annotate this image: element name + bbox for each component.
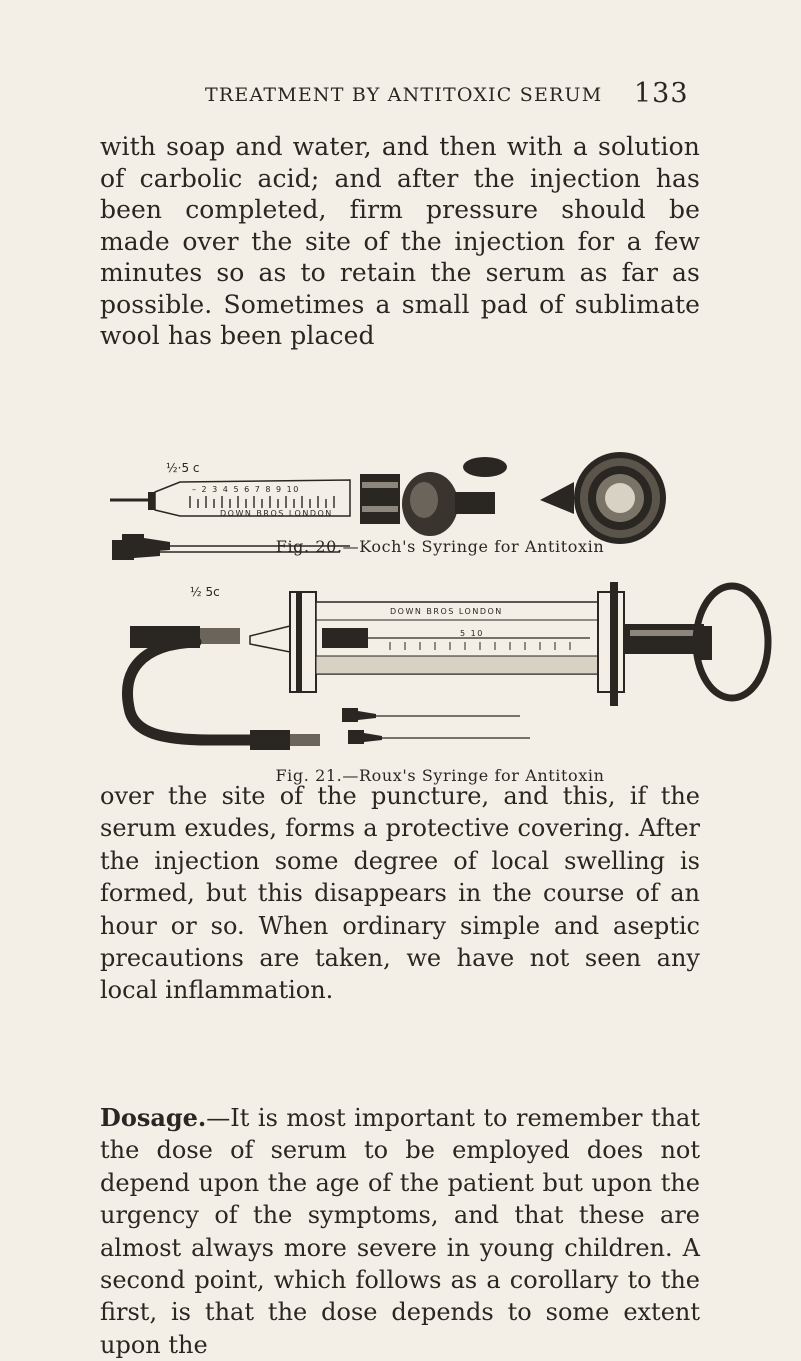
- roux-syringe-illustration: [100, 572, 780, 762]
- koch-maker-label: DOWN BROS LONDON: [220, 509, 333, 518]
- figure-21-caption: Fig. 21.—Roux's Syringe for Antitoxin: [275, 766, 605, 785]
- roux-maker-label: DOWN BROS LONDON: [390, 607, 503, 616]
- figure-20-caption: Fig. 20.—Koch's Syringe for Antitoxin: [275, 537, 605, 556]
- paragraph-3: [100, 1102, 700, 1361]
- page-header: [0, 78, 801, 118]
- dosage-heading: Dosage.: [100, 1103, 207, 1132]
- running-head: TREATMENT BY ANTITOXIC SERUM: [205, 84, 603, 106]
- roux-volume-label: ½ 5c: [190, 585, 220, 599]
- paragraph-1: with soap and water, and then with a solution of carbolic acid; and after the injection has been completed, firm pressure should be made over the site of the injection for a few minutes so as to retain the serum as far as possible. Sometimes a small pad of sublimate wool has been placed: [100, 132, 700, 350]
- roux-needle-2: [348, 730, 530, 744]
- roux-needle-1: [342, 708, 520, 722]
- paragraph-2: over the site of the puncture, and this, if the serum exudes, forms a protective covering. After the injection some degree of local swelling is formed, but this disappears in the course of an hour or so. When ordinary simple and aseptic precautions are taken, we have not seen any local inflammation.: [100, 782, 700, 1005]
- page-number: 133: [634, 78, 689, 109]
- dosage-body: —It is most important to remember that the dose of serum to be employed does not depend upon the age of the patient but upon the urgency of the symptoms, and that these are almost always more severe in young children. A second point, which follows as a corollary to the first, is that the dose depends to some extent upon the: [100, 1104, 700, 1359]
- roux-scale-marks: 5 10: [460, 629, 484, 638]
- koch-scale-numbers: – 2 3 4 5 6 7 8 9 10: [192, 485, 300, 494]
- figure-21: [100, 572, 780, 762]
- koch-volume-label: ½·5 c: [166, 461, 200, 475]
